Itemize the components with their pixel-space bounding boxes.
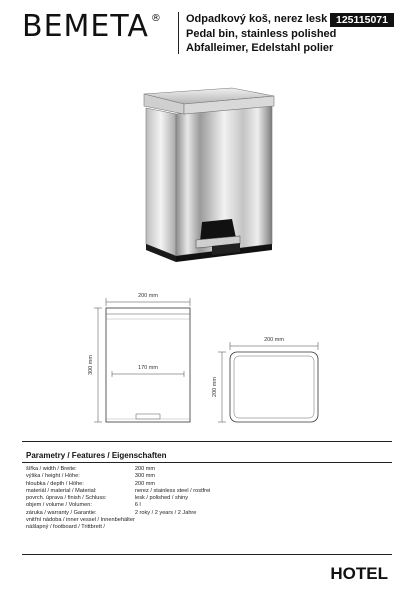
- spec-row: [26, 502, 210, 509]
- spec-row: [26, 488, 210, 495]
- specs-bottom-rule: [22, 554, 392, 555]
- spec-value: 300 mm: [134, 473, 156, 480]
- spec-row: [26, 517, 210, 524]
- spec-row: [26, 524, 210, 531]
- spec-value: 6 l: [134, 502, 141, 509]
- specs-top-rule: [22, 441, 392, 442]
- specs-title-rule: [22, 462, 392, 463]
- product-titles: [186, 12, 336, 56]
- brand-logo: [22, 9, 162, 44]
- brand-name: BEMETA: [22, 9, 149, 44]
- top-depth-label: 200 mm: [212, 377, 218, 397]
- spec-label: povrch. úprava / finish / Schluss:: [26, 495, 107, 502]
- spec-value: 200 mm: [134, 480, 156, 487]
- spec-value: nerez / stainless steel / rostfrei: [134, 487, 211, 494]
- spec-row: [26, 510, 210, 517]
- spec-value: [135, 524, 211, 531]
- top-width-label: 200 mm: [264, 337, 284, 343]
- registered-mark: ®: [150, 13, 162, 24]
- spec-value: 200 mm: [134, 466, 156, 472]
- spec-label: hloubka / depth / Höhe:: [26, 480, 84, 487]
- front-width-label: 200 mm: [138, 293, 158, 299]
- spec-row: [26, 466, 210, 473]
- spec-row: [26, 473, 210, 480]
- pedal-bin-photo: [136, 86, 278, 272]
- top-view-drawing: [210, 332, 324, 428]
- spec-label: záruka / warranty / Garantie:: [26, 509, 97, 516]
- spec-value: 2 roky / 2 years / 2 Jahre: [134, 509, 197, 516]
- spec-row: [26, 495, 210, 502]
- front-height-label: 300 mm: [88, 355, 94, 375]
- spec-value: [135, 517, 211, 524]
- spec-label: materiál / material / Material:: [26, 487, 97, 494]
- product-code: 125115071: [330, 13, 394, 27]
- collection-name: HOTEL: [330, 564, 388, 583]
- spec-row: [26, 481, 210, 488]
- spec-value: lesk / polished / shiny: [134, 495, 189, 502]
- spec-label: objem / volume / Volumen:: [26, 502, 92, 509]
- front-view-drawing: [86, 288, 206, 430]
- title-czech: Odpadkový koš, nerez lesk: [186, 13, 328, 25]
- header-divider: [178, 12, 179, 54]
- inner-width-label: 170 mm: [138, 365, 158, 371]
- specs-title: Parametry / Features / Eigenschaften: [26, 451, 167, 460]
- top-outline: [230, 352, 318, 422]
- spec-label: šířka / width / Breite:: [26, 466, 77, 472]
- spec-label: nášlapný / footboard / Trittbrett /: [26, 524, 105, 531]
- specs-table: [26, 466, 210, 532]
- title-german: Abfalleimer, Edelstahl polier: [186, 42, 334, 54]
- title-english: Pedal bin, stainless polished: [186, 27, 337, 40]
- spec-label: vnitřní nádoba / inner vessel / Innenbehälter: [26, 517, 135, 524]
- spec-label: výška / height / Höhe:: [26, 473, 80, 480]
